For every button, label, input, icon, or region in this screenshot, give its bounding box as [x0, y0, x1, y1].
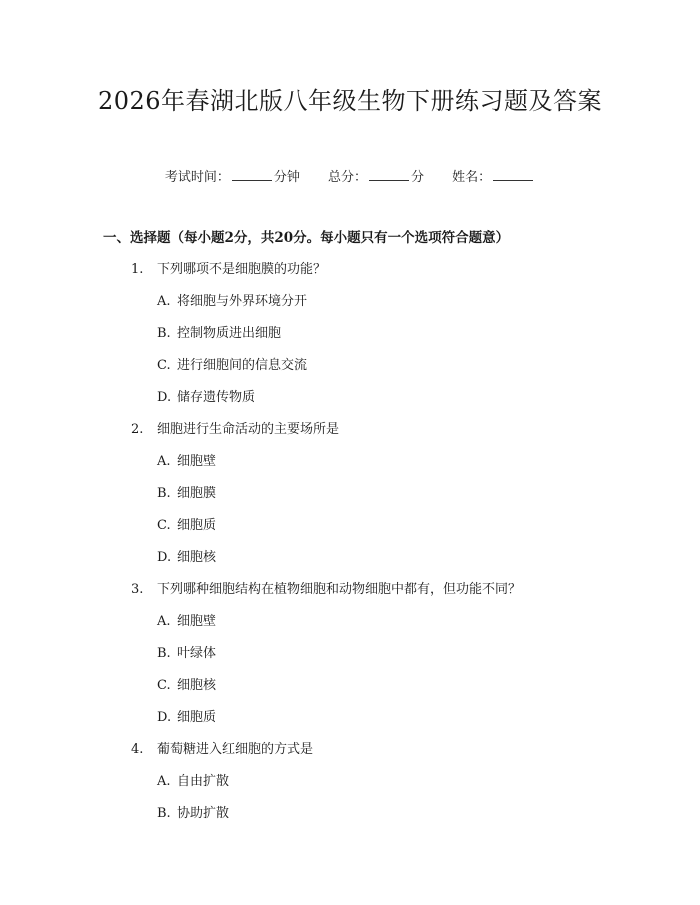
- option-letter: A.: [157, 614, 171, 629]
- question-number: 1.: [131, 262, 144, 277]
- question-number: 2.: [131, 422, 144, 437]
- option-letter: A.: [157, 774, 171, 789]
- exam-time: [165, 168, 300, 188]
- option-2d: [157, 548, 216, 568]
- option-text: 细胞核: [177, 678, 217, 693]
- option-text: 细胞壁: [177, 454, 217, 469]
- exam-meta: [0, 168, 700, 188]
- option-text: 储存遗传物质: [177, 390, 256, 405]
- option-text: 将细胞与外界环境分开: [177, 294, 308, 309]
- option-letter: A.: [157, 454, 171, 469]
- option-text: 进行细胞间的信息交流: [177, 358, 308, 373]
- section-heading: 一、选择题（每小题2分，共20分。每小题只有一个选项符合题意）: [103, 230, 510, 246]
- option-text: 控制物质进出细胞: [177, 326, 282, 341]
- option-text: 自由扩散: [177, 774, 230, 789]
- option-letter: B.: [157, 646, 171, 661]
- option-letter: B.: [157, 486, 171, 501]
- score-unit: 分: [411, 170, 425, 185]
- option-letter: D.: [157, 710, 172, 725]
- question-text: 下列哪项不是细胞膜的功能？: [157, 262, 327, 277]
- option-1b: [157, 324, 281, 344]
- question-text: 葡萄糖进入红细胞的方式是: [157, 742, 314, 757]
- name-label: 姓名：: [452, 170, 492, 185]
- question-3: [131, 580, 521, 600]
- question-4: [131, 740, 313, 760]
- time-blank: [232, 168, 272, 181]
- option-4b: [157, 804, 229, 824]
- option-2a: [157, 452, 216, 472]
- question-text: 下列哪种细胞结构在植物细胞和动物细胞中都有，但功能不同？: [157, 582, 522, 597]
- time-unit: 分钟: [273, 170, 300, 185]
- option-1d: [157, 388, 255, 408]
- score-blank: [369, 168, 409, 181]
- option-3c: [157, 676, 216, 696]
- question-number: 3.: [131, 582, 144, 597]
- option-2c: [157, 516, 216, 536]
- option-1c: [157, 356, 307, 376]
- option-text: 细胞核: [177, 550, 217, 565]
- option-text: 协助扩散: [177, 806, 230, 821]
- exam-name: [452, 168, 535, 188]
- exam-score: [328, 168, 424, 188]
- option-letter: C.: [157, 358, 171, 373]
- option-text: 细胞膜: [177, 486, 217, 501]
- time-label: 考试时间：: [164, 170, 230, 185]
- option-text: 叶绿体: [177, 646, 217, 661]
- question-text: 细胞进行生命活动的主要场所是: [157, 422, 340, 437]
- option-text: 细胞壁: [177, 614, 217, 629]
- option-letter: C.: [157, 518, 171, 533]
- question-number: 4.: [131, 742, 144, 757]
- option-text: 细胞质: [177, 710, 217, 725]
- question-2: [131, 420, 339, 440]
- option-3b: [157, 644, 216, 664]
- option-letter: D.: [157, 390, 172, 405]
- option-3d: [157, 708, 216, 728]
- option-1a: [157, 292, 307, 312]
- option-letter: B.: [157, 806, 171, 821]
- option-3a: [157, 612, 216, 632]
- option-2b: [157, 484, 216, 504]
- page-title: 2026年春湖北版八年级生物下册练习题及答案: [97, 87, 603, 115]
- option-letter: C.: [157, 678, 171, 693]
- question-1: [131, 260, 326, 280]
- option-letter: A.: [157, 294, 171, 309]
- option-4a: [157, 772, 229, 792]
- option-letter: D.: [157, 550, 172, 565]
- name-blank: [493, 168, 533, 181]
- option-letter: B.: [157, 326, 171, 341]
- option-text: 细胞质: [177, 518, 217, 533]
- score-label: 总分：: [327, 170, 367, 185]
